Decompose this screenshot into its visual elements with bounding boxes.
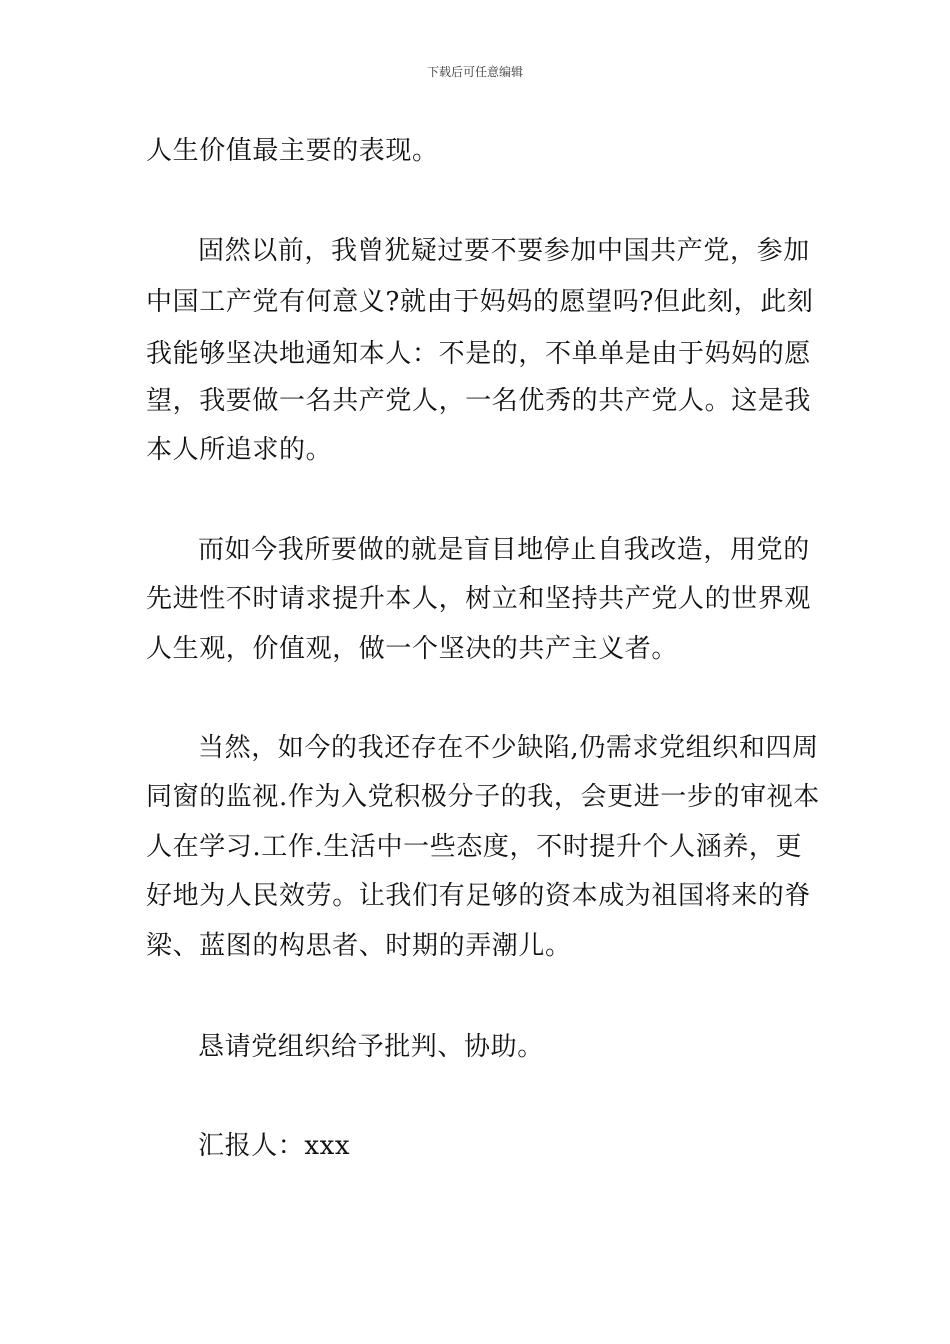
reporter-signature-line: 汇报人：xxx [198, 1131, 351, 1161]
paragraph-line: 人生观，价值观，做一个坚决的共产主义者。 [146, 634, 679, 664]
paragraph-line: 人生价值最主要的表现。 [146, 136, 439, 166]
paragraph-line: 而如今我所要做的就是盲目地停止自我改造，用党的 [198, 535, 810, 565]
paragraph-line: 我能够坚决地通知本人：不是的，不单单是由于妈妈的愿 [146, 339, 812, 369]
paragraph-line: 好地为人民效劳。让我们有足够的资本成为祖国将来的脊 [146, 881, 812, 911]
paragraph-line: 望，我要做一名共产党人，一名优秀的共产党人。这是我 [146, 386, 812, 416]
paragraph-line: 本人所追求的。 [146, 435, 333, 465]
paragraph-line: 当然，如今的我还存在不少缺陷,仍需求党组织和四周 [198, 733, 819, 763]
paragraph-line: 先进性不时请求提升本人，树立和坚持共产党人的世界观 [146, 584, 812, 614]
paragraph-line: 人在学习.工作.生活中一些态度，不时提升个人涵养，更 [146, 832, 803, 862]
paragraph-line: 恳请党组织给予批判、协助。 [198, 1032, 544, 1062]
page-header: 下载后可任意编辑 [426, 65, 523, 79]
paragraph-line: 同窗的监视.作为入党积极分子的我，会更进一步的审视本 [146, 782, 820, 812]
paragraph-line: 梁、蓝图的构思者、时期的弄潮儿。 [146, 931, 572, 961]
paragraph-line: 固然以前，我曾犹疑过要不要参加中国共产党，参加 [198, 236, 810, 266]
paragraph-line: 中国工产党有何意义?就由于妈妈的愿望吗?但此刻，此刻 [146, 287, 814, 317]
